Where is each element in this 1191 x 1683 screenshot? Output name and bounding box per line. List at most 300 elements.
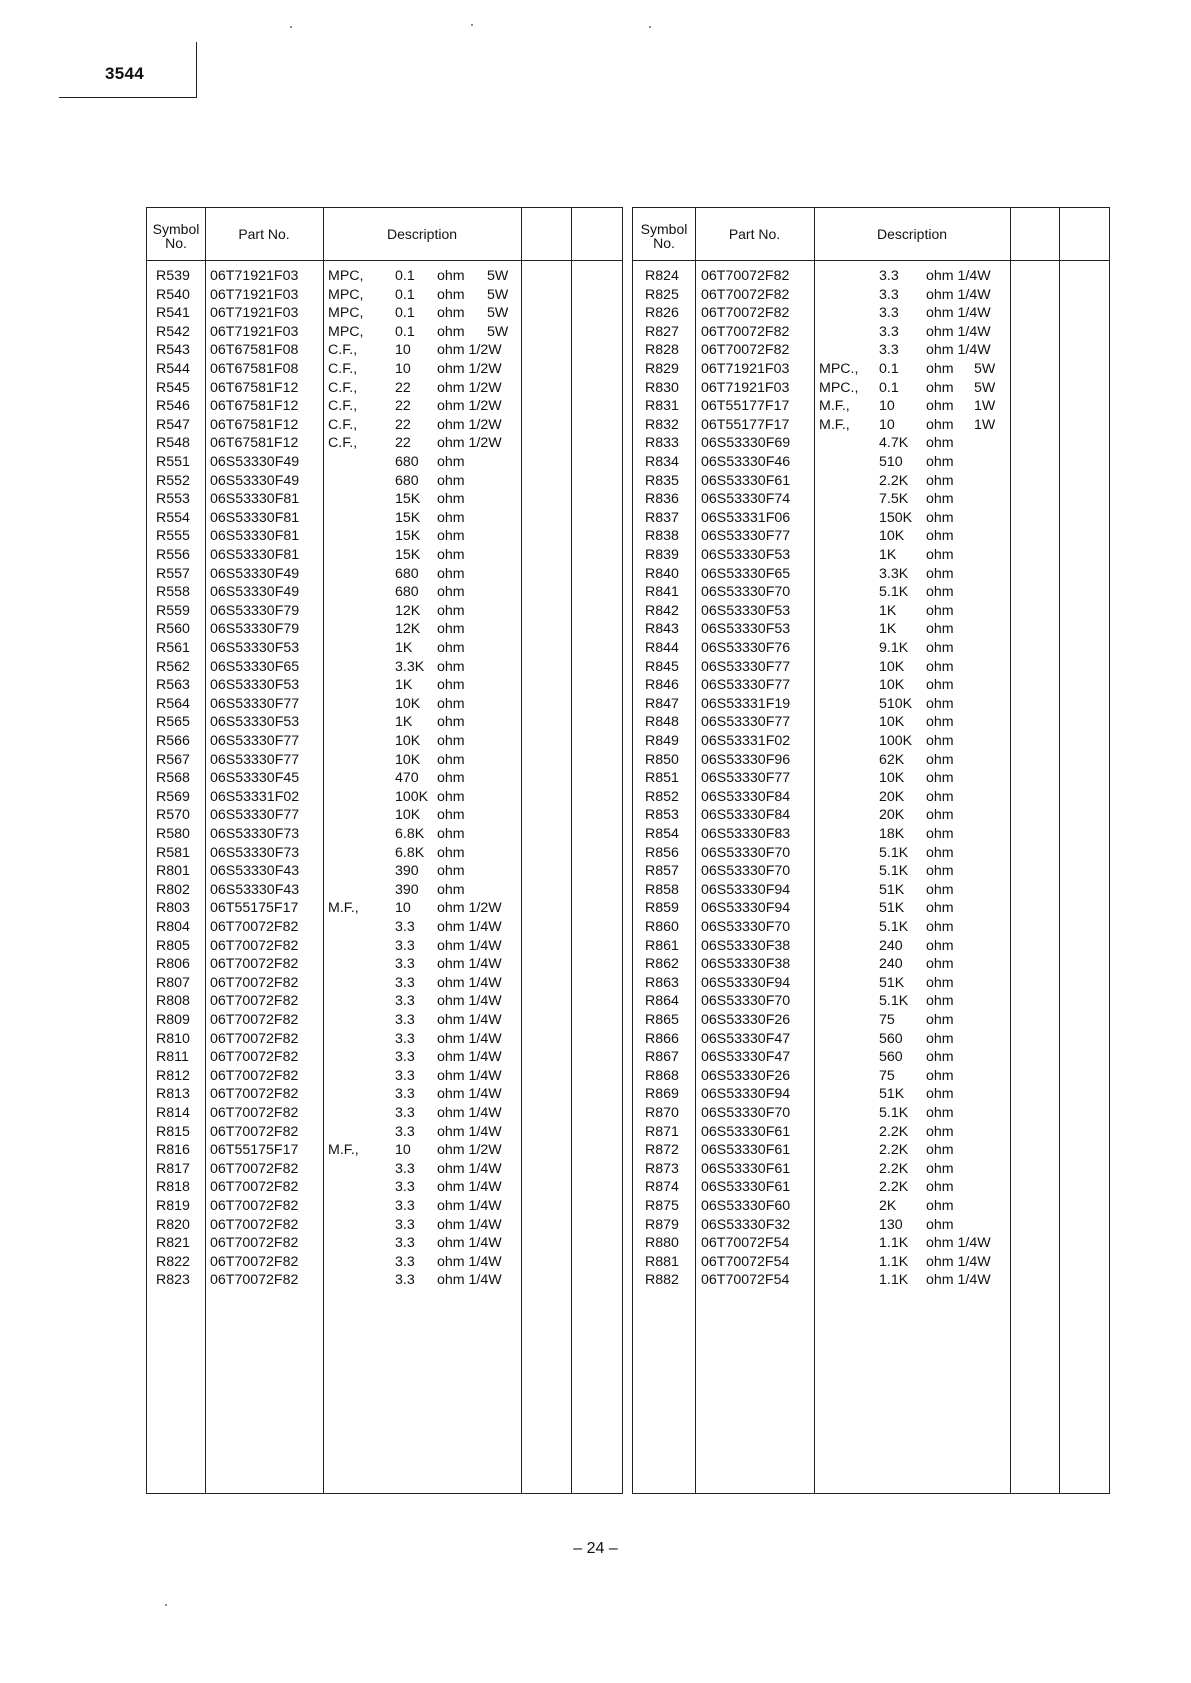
unit-cell: ohm [926,770,954,787]
value-cell: 9.1K [879,640,909,656]
unit-cell: ohm [437,268,465,284]
unit-cell: ohm [437,528,465,545]
part-number-cell: 06S53330F60 [701,1198,791,1214]
value-cell: 20K [879,807,905,824]
symbol-cell: R841 [645,584,679,601]
part-number-cell: 06S53330F49 [210,584,300,601]
table-row [633,1234,1109,1253]
symbol-cell: R822 [156,1253,190,1270]
scan-speck [649,26,651,28]
symbol-cell: R824 [645,268,679,284]
unit-cell: ohm 1/4W [926,305,991,322]
value-cell: 15K [395,547,421,563]
symbol-cell: R845 [645,658,679,675]
unit-cell: ohm [437,640,465,656]
value-cell: 10 [879,398,895,415]
value-cell: 510K [879,695,913,712]
unit-cell: ohm [926,993,954,1010]
symbol-cell: R882 [645,1272,679,1289]
symbol-cell: R827 [645,323,679,340]
part-number-cell: 06T70072F54 [701,1235,790,1252]
part-number-cell: 06S53330F94 [701,1086,791,1103]
part-number-cell: 06S53330F81 [210,528,300,545]
symbol-cell: R555 [156,528,190,545]
unit-cell: ohm [926,1105,954,1121]
value-cell: 3.3 [395,1160,415,1177]
table-row [147,974,622,993]
unit-cell: ohm [926,565,954,582]
table-row [633,565,1109,584]
symbol-cell: R853 [645,807,679,824]
value-cell: 560 [879,1049,903,1066]
unit-cell: ohm [437,621,465,638]
table-row [147,1141,622,1160]
part-number-cell: 06T70072F54 [701,1253,790,1270]
symbol-cell: R541 [156,305,190,322]
unit-cell: ohm [437,602,465,619]
part-number-cell: 06T70072F82 [210,993,299,1010]
value-cell: 18K [879,826,905,842]
unit-cell: ohm [437,844,465,861]
value-cell: 10 [879,416,895,433]
table-row [147,602,622,621]
value-cell: 2K [879,1198,897,1214]
part-number-cell: 06S53330F46 [701,454,791,470]
table-row [147,304,622,323]
part-number-cell: 06T70072F82 [210,1272,299,1289]
unit-cell: ohm 1/4W [437,937,502,954]
part-number-cell: 06S53330F73 [210,826,300,842]
value-cell: 10K [879,528,905,545]
part-number-cell: 06T67581F08 [210,361,299,377]
unit-cell: ohm [926,1086,954,1103]
table-row [147,360,622,379]
part-number-cell: 06S53330F84 [701,788,791,805]
part-number-cell: 06T71921F03 [701,379,790,396]
row-group [147,732,622,825]
value-cell: 1K [879,602,897,619]
symbol-cell: R554 [156,509,190,526]
table-row [633,602,1109,621]
value-cell: 470 [395,770,419,787]
row-group [147,1197,622,1290]
row-group [633,1104,1109,1197]
part-number-cell: 06S53330F61 [701,1142,791,1159]
value-cell: 22 [395,416,411,433]
header-description: Description [876,226,948,242]
symbol-cell: R560 [156,621,190,638]
symbol-cell: R872 [645,1142,679,1159]
unit-cell: ohm 1/4W [437,1272,502,1289]
part-number-cell: 06S53330F70 [701,919,791,935]
row-group [147,453,622,546]
value-cell: 390 [395,863,419,880]
value-cell: 51K [879,881,905,898]
value-cell: 10 [395,900,411,917]
symbol-cell: R801 [156,863,190,880]
table-row [633,1085,1109,1104]
unit-cell: ohm 1/4W [926,1272,991,1289]
unit-cell: ohm [926,528,954,545]
part-number-cell: 06S53330F70 [701,993,791,1010]
symbol-cell: R833 [645,435,679,452]
table-row [633,751,1109,770]
symbol-cell: R849 [645,733,679,749]
symbol-cell: R805 [156,937,190,954]
symbol-cell: R564 [156,695,190,712]
part-number-cell: 06S53331F02 [210,788,300,805]
part-number-cell: 06T70072F82 [210,1067,299,1084]
unit-cell: ohm [437,788,465,805]
part-number-cell: 06T71921F03 [210,268,299,284]
value-cell: 3.3 [395,937,415,954]
value-cell: 3.3 [395,1067,415,1084]
unit-cell: ohm [926,937,954,954]
table-row [633,769,1109,788]
unit-cell: ohm [926,677,954,694]
value-cell: 15K [395,509,421,526]
symbol-cell: R839 [645,547,679,563]
table-row [147,583,622,602]
unit-cell: ohm 1/2W [437,361,502,377]
unit-cell: ohm [437,454,465,470]
type-cell: C.F., [328,361,358,377]
rating-cell: 1W [974,398,996,415]
value-cell: 5.1K [879,584,909,601]
part-number-cell: 06S53330F77 [701,714,791,731]
symbol-cell: R848 [645,714,679,731]
unit-cell: ohm 1/4W [926,323,991,340]
table-row [633,267,1109,286]
unit-cell: ohm 1/2W [437,398,502,415]
symbol-cell: R835 [645,472,679,489]
value-cell: 75 [879,1067,895,1084]
unit-cell: ohm [926,640,954,656]
part-number-cell: 06S53330F94 [701,881,791,898]
part-number-cell: 06T70072F82 [210,974,299,991]
row-group [633,546,1109,639]
unit-cell: ohm [926,733,954,749]
part-number-cell: 06S53330F49 [210,565,300,582]
value-cell: 5.1K [879,844,909,861]
row-group [633,1011,1109,1104]
part-number-cell: 06S53330F38 [701,956,791,973]
value-cell: 7.5K [879,491,909,508]
rating-cell: 5W [487,305,509,322]
unit-cell: ohm 1/4W [437,993,502,1010]
symbol-cell: R567 [156,751,190,768]
value-cell: 3.3 [395,1253,415,1270]
part-number-cell: 06S53330F26 [701,1067,791,1084]
table-row [147,1271,622,1290]
symbol-cell: R552 [156,472,190,489]
symbol-cell: R864 [645,993,679,1010]
table-row [633,992,1109,1011]
part-number-cell: 06S53330F61 [701,1123,791,1140]
symbol-cell: R828 [645,342,679,359]
table-row [633,732,1109,751]
table-row [633,1011,1109,1030]
value-cell: 680 [395,584,419,601]
unit-cell: ohm [437,491,465,508]
unit-cell: ohm 1/4W [437,1049,502,1066]
unit-cell: ohm 1/4W [437,1216,502,1233]
value-cell: 10K [879,770,905,787]
unit-cell: ohm 1/4W [437,956,502,973]
symbol-cell: R561 [156,640,190,656]
unit-cell: ohm [926,398,954,415]
value-cell: 5.1K [879,919,909,935]
rating-cell: 5W [974,379,996,396]
table-row [147,862,622,881]
unit-cell: ohm 1/4W [437,974,502,991]
table-body-left [147,267,622,1290]
table-row [147,453,622,472]
unit-cell: ohm 1/4W [437,1179,502,1196]
unit-cell: ohm [926,1216,954,1233]
part-number-cell: 06T70072F82 [210,919,299,935]
part-number-cell: 06T67581F12 [210,435,299,452]
table-row [633,360,1109,379]
part-number-cell: 06T67581F12 [210,398,299,415]
value-cell: 3.3 [879,342,899,359]
value-cell: 51K [879,900,905,917]
value-cell: 3.3 [395,919,415,935]
part-number-cell: 06T70072F82 [210,1160,299,1177]
part-number-cell: 06S53330F83 [701,826,791,842]
value-cell: 62K [879,751,905,768]
rating-cell: 5W [487,323,509,340]
table-row [633,1178,1109,1197]
unit-cell: ohm 1/4W [437,1030,502,1047]
symbol-cell: R819 [156,1198,190,1214]
table-row [147,899,622,918]
symbol-cell: R806 [156,956,190,973]
table-row [147,955,622,974]
table-row [147,1123,622,1142]
unit-cell: ohm [437,881,465,898]
value-cell: 3.3 [395,993,415,1010]
symbol-cell: R852 [645,788,679,805]
symbol-cell: R870 [645,1105,679,1121]
rating-cell: 5W [974,361,996,377]
table-row [147,1234,622,1253]
part-number-cell: 06S53330F69 [701,435,791,452]
unit-cell: ohm 1/4W [926,268,991,284]
page-number: – 24 – [573,1540,618,1557]
symbol-cell: R840 [645,565,679,582]
part-number-cell: 06S53330F61 [701,1160,791,1177]
table-row [633,658,1109,677]
table-row [147,1197,622,1216]
row-group [147,639,622,732]
unit-cell: ohm [926,1198,954,1214]
table-row [633,379,1109,398]
symbol-cell: R820 [156,1216,190,1233]
unit-cell: ohm 1/2W [437,900,502,917]
symbol-cell: R558 [156,584,190,601]
unit-cell: ohm [926,602,954,619]
value-cell: 100K [395,788,429,805]
symbol-cell: R851 [645,770,679,787]
unit-cell: ohm 1/4W [437,919,502,935]
rating-cell: 5W [487,268,509,284]
value-cell: 10K [395,751,421,768]
unit-cell: ohm [926,454,954,470]
value-cell: 10K [879,714,905,731]
value-cell: 5.1K [879,1105,909,1121]
symbol-cell: R559 [156,602,190,619]
part-number-cell: 06T70072F82 [210,1049,299,1066]
value-cell: 390 [395,881,419,898]
table-row [633,713,1109,732]
unit-cell: ohm 1/4W [437,1067,502,1084]
unit-cell: ohm 1/4W [437,1160,502,1177]
symbol-cell: R865 [645,1012,679,1028]
value-cell: 150K [879,509,913,526]
table-row [147,397,622,416]
unit-cell: ohm [926,974,954,991]
symbol-cell: R844 [645,640,679,656]
unit-cell: ohm [926,1030,954,1047]
value-cell: 15K [395,491,421,508]
symbol-cell: R843 [645,621,679,638]
table-row [633,583,1109,602]
value-cell: 2.2K [879,1179,909,1196]
unit-cell: ohm 1/4W [437,1105,502,1121]
table-row [633,546,1109,565]
unit-cell: ohm [926,863,954,880]
symbol-cell: R543 [156,342,190,359]
value-cell: 100K [879,733,913,749]
value-cell: 3.3 [879,286,899,303]
type-cell: MPC, [328,305,364,322]
table-row [147,546,622,565]
type-cell: C.F., [328,342,358,359]
part-number-cell: 06S53330F70 [701,1105,791,1121]
unit-cell: ohm 1/4W [437,1198,502,1214]
row-group [633,360,1109,453]
part-number-cell: 06S53330F43 [210,881,300,898]
part-number-cell: 06S53330F96 [701,751,791,768]
symbol-cell: R860 [645,919,679,935]
part-number-cell: 06T71921F03 [210,286,299,303]
table-row [633,1253,1109,1272]
table-row [633,323,1109,342]
part-number-cell: 06S53330F77 [701,770,791,787]
rating-cell: 1W [974,416,996,433]
table-row [633,1271,1109,1290]
scan-speck [471,24,473,26]
table-row [633,1048,1109,1067]
symbol-cell: R809 [156,1012,190,1028]
symbol-cell: R830 [645,379,679,396]
value-cell: 6.8K [395,844,425,861]
value-cell: 22 [395,435,411,452]
unit-cell: ohm 1/2W [437,435,502,452]
table-row [147,676,622,695]
symbol-cell: R847 [645,695,679,712]
value-cell: 2.2K [879,1160,909,1177]
unit-cell: ohm 1/4W [437,1123,502,1140]
part-number-cell: 06T70072F82 [210,1123,299,1140]
table-row [633,453,1109,472]
symbol-cell: R581 [156,844,190,861]
part-number-cell: 06T67581F12 [210,379,299,396]
unit-cell: ohm [437,807,465,824]
value-cell: 10K [395,807,421,824]
part-number-cell: 06S53330F94 [701,900,791,917]
symbol-cell: R563 [156,677,190,694]
value-cell: 2.2K [879,1142,909,1159]
value-cell: 3.3 [395,1216,415,1233]
symbol-cell: R807 [156,974,190,991]
scan-speck [165,1604,167,1606]
value-cell: 12K [395,621,421,638]
value-cell: 10K [879,677,905,694]
table-row [147,732,622,751]
type-cell: MPC, [328,323,364,340]
table-row [147,267,622,286]
part-number-cell: 06T55177F17 [701,398,790,415]
type-cell: MPC., [819,361,859,377]
symbol-cell: R831 [645,398,679,415]
part-number-cell: 06T55177F17 [701,416,790,433]
value-cell: 2.2K [879,1123,909,1140]
unit-cell: ohm [926,1067,954,1084]
table-row [147,379,622,398]
table-row [633,1067,1109,1086]
value-cell: 10 [395,361,411,377]
value-cell: 3.3 [395,1086,415,1103]
table-row [147,713,622,732]
table-row [633,862,1109,881]
part-number-cell: 06S53330F49 [210,472,300,489]
table-body-right [633,267,1109,1290]
part-number-cell: 06T70072F82 [210,1179,299,1196]
table-row [147,825,622,844]
value-cell: 240 [879,937,903,954]
value-cell: 51K [879,974,905,991]
row-group [147,360,622,453]
table-row [147,1160,622,1179]
part-number-cell: 06S53330F77 [210,807,300,824]
symbol-cell: R562 [156,658,190,675]
value-cell: 3.3 [395,1105,415,1121]
table-row [147,527,622,546]
part-number-cell: 06T67581F08 [210,342,299,359]
part-number-cell: 06T70072F82 [210,1030,299,1047]
table-row [633,788,1109,807]
unit-cell: ohm [926,491,954,508]
symbol-cell: R569 [156,788,190,805]
symbol-cell: R810 [156,1030,190,1047]
value-cell: 3.3 [395,1198,415,1214]
symbol-cell: R832 [645,416,679,433]
value-cell: 12K [395,602,421,619]
symbol-cell: R813 [156,1086,190,1103]
unit-cell: ohm 1/4W [926,286,991,303]
table-row [633,434,1109,453]
value-cell: 51K [879,1086,905,1103]
unit-cell: ohm [437,305,465,322]
unit-cell: ohm [437,714,465,731]
part-number-cell: 06S53330F32 [701,1216,791,1233]
unit-cell: ohm [437,677,465,694]
value-cell: 3.3 [395,1179,415,1196]
part-number-cell: 06S53330F81 [210,491,300,508]
unit-cell: ohm [926,714,954,731]
